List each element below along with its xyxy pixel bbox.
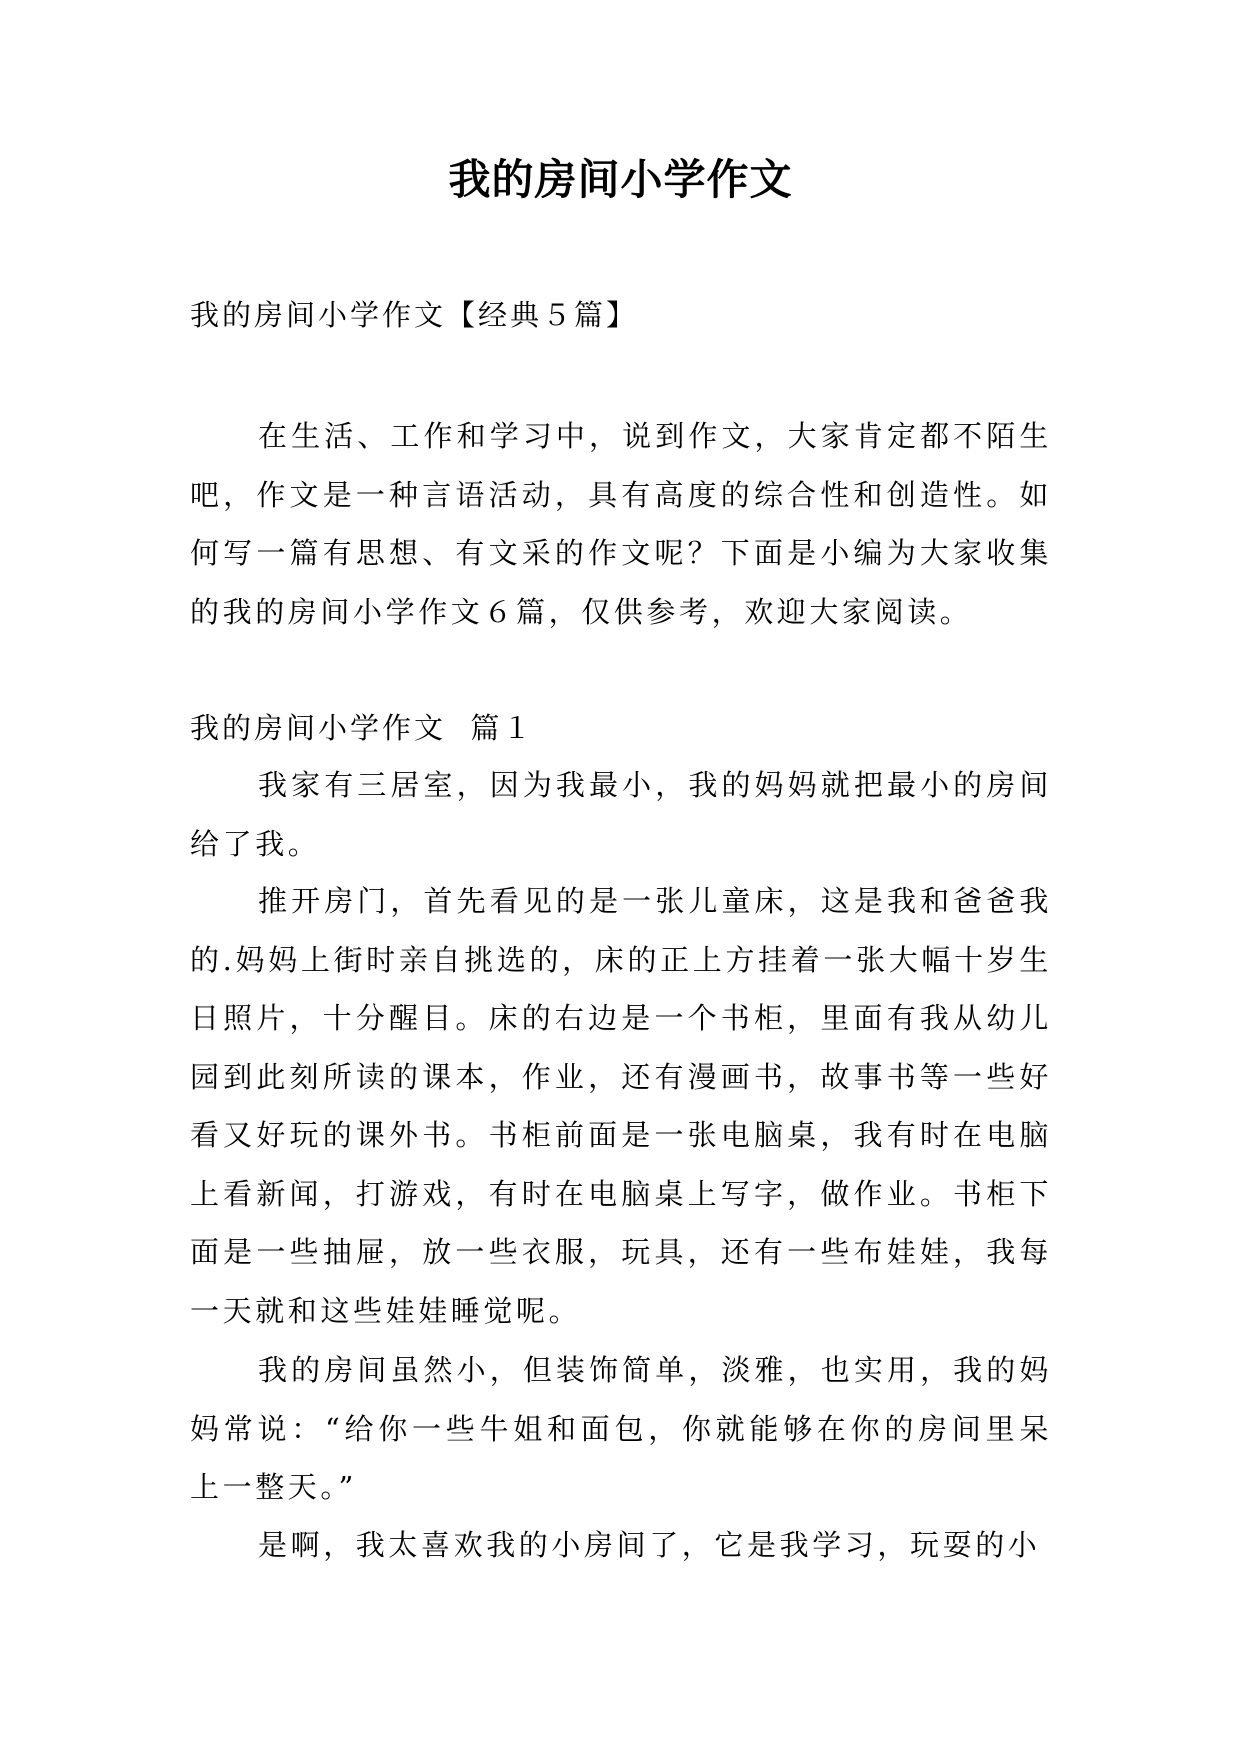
body-paragraph: 我家有三居室，因为我最小，我的妈妈就把最小的房间给了我。 <box>190 768 1052 861</box>
body-paragraph: 我的房间虽然小，但装饰简单，淡雅，也实用，我的妈妈常说：“给你一些牛姐和面包，你就能够在你的房间里呆上一整天。” <box>190 1353 1052 1504</box>
document-subtitle: 我的房间小学作文【经典５篇】 <box>190 298 639 332</box>
body-paragraph: 是啊，我太喜欢我的小房间了，它是我学习，玩耍的小 <box>258 1528 1041 1562</box>
intro-paragraph: 在生活、工作和学习中，说到作文，大家肯定都不陌生吧，作文是一种言语活动，具有高度的综合性和创造性。如何写一篇有思想、有文采的作文呢？下面是小编为大家收集的我的房间小学作文６篇，仅供参考，欢迎大家阅读。 <box>190 419 1052 629</box>
section-heading: 我的房间小学作文 篇１ <box>190 711 535 745</box>
body-paragraph: 推开房门，首先看见的是一张儿童床，这是我和爸爸我的.妈妈上街时亲自挑选的，床的正上方挂着一张大幅十岁生日照片，十分醒目。床的右边是一个书柜，里面有我从幼儿园到此刻所读的课本，作业，还有漫画书，故事书等一些好看又好玩的课外书。书柜前面是一张电脑桌，我有时在电脑上看新闻，打游戏，有时在电脑桌上写字，做作业。书柜下面是一些抽屉，放一些衣服，玩具，还有一些布娃娃，我每一天就和这些娃娃睡觉呢。 <box>190 884 1052 1328</box>
document-title: 我的房间小学作文 <box>448 155 793 204</box>
